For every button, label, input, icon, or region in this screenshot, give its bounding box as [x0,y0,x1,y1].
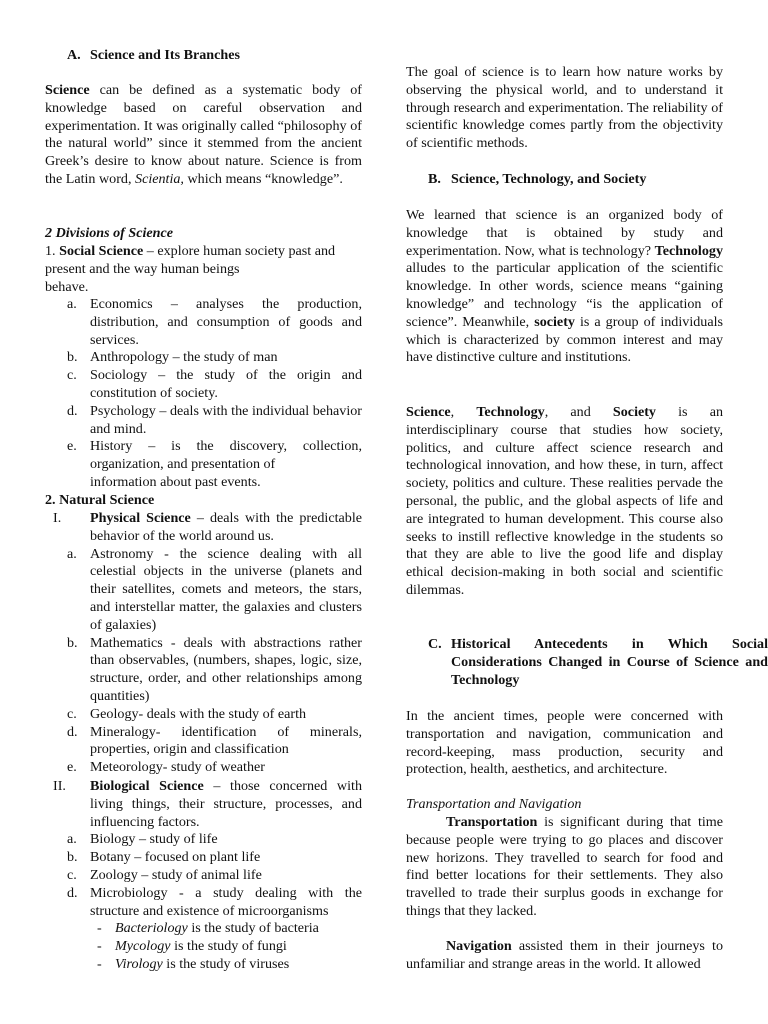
dash-marker: - [97,938,102,955]
list-item [45,438,362,491]
navigation-paragraph [406,938,723,974]
sts-science-term: Science [406,404,451,420]
list-text: Mineralogy- identification of minerals, properties, origin and classification [90,723,362,758]
list-text: is the study of viruses [162,955,290,972]
section-c-letter: C. [428,636,442,652]
goal-paragraph: The goal of science is to learn how nature works by observing the physical world, and to understand it through research and experimentation. The reliability of scientific knowledge comes partly from the objectivity of scientific methods. [406,64,723,152]
latin-word: Scientia, [135,170,184,187]
sts-sep: , [450,404,477,420]
tech-text-3: is a group of individuals which is characterized by common interest and may have distinctive culture and institutions. [406,313,723,366]
dash-marker: - [97,955,102,972]
transportation-text: is significant during that time because people were trying to go places and discover new horizons. They travelled to search for food and find better locations for their settlements. They also travelled to trade their surplus goods in exchange for things that they lacked. [406,814,723,919]
social-line1: – explore human society past and present and the way human beings [45,243,336,277]
list-marker: a. [67,545,77,562]
list-text: Meteorology- study of weather [90,759,265,776]
sts-sep: , and [544,404,613,420]
list-item [45,403,362,439]
list-text: Economics – analyses the production, distribution, and consumption of goods and services. [90,296,362,348]
social-science-list [45,296,362,492]
list-text: Biology – study of life [90,831,218,848]
navigation-text: assisted them in their journeys to unfamiliar and strange areas in the world. It allowed [406,938,723,972]
list-text: Geology- deals with the study of earth [90,705,307,722]
natural-science-title: 2. Natural Science [45,492,155,508]
list-marker: d. [67,884,78,901]
section-a-title: Science and Its Branches [90,47,240,63]
list-item [45,867,362,885]
physical-science-term: Physical Science [90,510,191,526]
list-marker: b. [67,634,78,651]
list-marker: a. [67,296,77,312]
roman-marker: I. [53,510,62,526]
sts-society-term: Society [612,404,656,420]
sts-technology-term: Technology [476,404,545,420]
list-marker: b. [67,349,78,366]
social-science-term: Social Science [59,243,144,259]
social-line2: behave. [45,278,89,295]
list-marker: e. [67,438,77,455]
list-text: is the study of fungi [170,938,287,955]
technology-term: Technology [654,242,723,259]
physical-science-intro [45,510,362,546]
science-def-text-end: which means “knowledge”. [183,170,343,187]
list-item [45,885,362,921]
list-item [45,635,362,706]
social-science-intro [45,243,362,296]
science-definition [45,82,362,189]
list-marker: a. [67,831,77,848]
list-item [45,546,362,635]
list-item [45,367,362,403]
section-c-title: Historical Antecedents in Which Social Considerations Changed in Course of Science and Technology [451,636,768,688]
section-b-heading [406,171,745,189]
social-num: 1. [45,243,56,259]
right-column [406,0,768,972]
transportation-subtitle: Transportation and Navigation [406,796,582,812]
section-a-letter: A. [67,47,81,63]
sts-text: is an interdisciplinary course that studies how society, politics, and culture affect science research and technological innovation, and how these, in turn, affect society, politics and culture. These realities pervade the personal, the public, and the global aspects of life and are integrated to human development. This course also seeks to instill reflective knowledge in the students so that they are able to live the good life and display ethical decision-making in both social and scientific dilemmas. [406,404,724,598]
navigation-term: Navigation [446,938,512,954]
section-b-letter: B. [428,171,441,187]
roman-marker: II. [53,778,66,794]
list-text: History – is the discovery, collection, organization, and presentation of [90,438,362,473]
list-item [45,849,362,867]
sts-paragraph [406,404,723,600]
list-marker: c. [67,367,77,384]
list-text: Psychology – deals with the individual behavior and mind. [90,402,362,437]
list-item [45,349,362,367]
transportation-paragraph [406,814,723,921]
list-item [45,296,362,349]
list-item [45,938,362,956]
ancient-paragraph: In the ancient times, people were concerned with transportation and navigation, communication and record-keeping, mass production, security and protection, health, aesthetics, and architecture. [406,708,723,778]
science-term: Science [45,82,90,98]
tech-text-2: alludes to the particular application of the scientific knowledge. In other words, science means “gaining knowledge” and technology “is the application of science”. Meanwhile, [406,260,723,330]
technology-paragraph [406,207,723,367]
list-marker: c. [67,866,77,883]
divisions-title: 2 Divisions of Science [45,225,174,241]
list-text: Mathematics - deals with abstractions rather than observables, (numbers, shapes, logic, size, structure, order, and other relationships among quantities) [90,634,362,704]
list-item [45,706,362,724]
subfield-term: Virology [115,955,163,972]
list-text: Botany – focused on plant life [90,849,261,866]
list-text: Zoology – study of animal life [90,866,262,883]
list-item [45,956,362,974]
list-marker: d. [67,402,78,419]
list-item [45,920,362,938]
list-item [45,759,362,777]
biological-science-term: Biological Science [90,778,204,794]
transportation-term: Transportation [446,814,538,830]
biological-science-block [45,778,362,974]
list-text-cont: information about past events. [90,473,261,490]
physical-science-text: – deals with the predictable behavior of the world around us. [90,510,362,544]
list-marker: c. [67,705,77,722]
section-a-heading [45,47,384,65]
list-marker: e. [67,759,77,776]
section-b-title: Science, Technology, and Society [451,171,647,187]
subfield-term: Bacteriology [115,920,188,937]
list-text: Sociology – the study of the origin and constitution of society. [90,367,362,401]
section-c-heading [406,636,768,689]
biological-science-intro [45,778,362,831]
list-text: Anthropology – the study of man [90,349,278,366]
tech-text-1: We learned that science is an organized body of knowledge that is obtained by study and experimentation. Now, what is technology? [406,207,723,259]
physical-science-block [45,510,362,777]
list-marker: d. [67,723,78,740]
biological-science-text: – those concerned with living things, their structure, processes, and influencing factors. [90,778,362,830]
list-text: Microbiology - a study dealing with the structure and existence of microorganisms [90,884,362,919]
dash-marker: - [97,920,102,937]
subfield-term: Mycology [115,938,171,955]
list-text: Astronomy - the science dealing with all celestial objects in the universe (planets and their satellites, comets and meteors, the stars, and interstellar matter, the galaxies and clusters of galaxies) [90,545,362,633]
list-item [45,724,362,760]
list-marker: b. [67,849,78,866]
list-text: is the study of bacteria [187,920,319,937]
science-def-text: can be defined as a systematic body of knowledge based on careful observation and experimentation. It was originally called “philosophy of the natural world” since it stemmed from the ancient Greek’s desire to know about nature. Science is from the Latin word, [45,82,362,187]
society-term: society [534,313,575,330]
list-item [45,831,362,849]
